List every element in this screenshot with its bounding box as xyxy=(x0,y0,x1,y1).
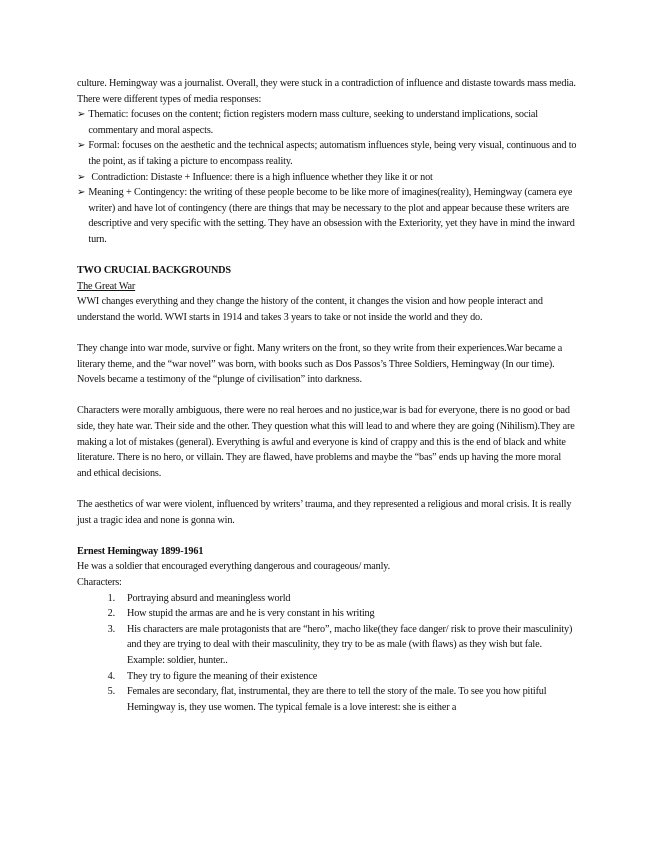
paragraph: The aesthetics of war were violent, influenced by writers’ trauma, and they represented a religious and moral crisis. It is really just a tragic idea and none is gonna win. xyxy=(77,499,572,526)
bullet-item xyxy=(77,170,577,186)
document-page xyxy=(77,76,577,715)
author-heading: Ernest Hemingway 1899-1961 xyxy=(77,545,204,557)
list-number: 1. xyxy=(107,592,115,604)
list-item xyxy=(77,669,577,685)
paragraph: He was a soldier that encouraged everything dangerous and courageous/ manly. xyxy=(77,561,390,573)
list-number: 2. xyxy=(107,608,115,620)
spacer xyxy=(77,326,577,342)
bullet-text: Formal: focuses on the aesthetic and the technical aspects; automatism influences style, being very visual, continuous and to the point, as if taking a picture to encompass reality. xyxy=(88,140,577,167)
list-text: His characters are male protagonists that are “hero”, macho like(they face danger/ risk to prove their masculinity) and they are trying to deal with their masculinity, they try to be as male (with flaws) as they wish but fale. Example: soldier, hunter.. xyxy=(127,623,573,666)
spacer xyxy=(77,388,577,404)
arrow-bullet-icon: ➢ xyxy=(77,109,86,121)
list-number: 4. xyxy=(107,670,115,682)
list-text: Portraying absurd and meaningless world xyxy=(127,592,291,604)
list-item xyxy=(77,606,577,622)
bullet-text: Contradiction: Distaste + Influence: there is a high influence whether they like it or not xyxy=(91,171,433,183)
list-item xyxy=(77,591,577,607)
spacer xyxy=(77,528,577,544)
bullet-text: Thematic: focuses on the content; fiction registers modern mass culture, seeking to understand implications, social commentary and moral aspects. xyxy=(88,109,538,136)
list-item xyxy=(77,622,577,669)
list-text: They try to figure the meaning of their existence xyxy=(127,670,318,682)
bullet-item xyxy=(77,138,577,169)
spacer xyxy=(77,248,577,264)
characters-list xyxy=(77,591,577,716)
spacer xyxy=(77,481,577,497)
paragraph: WWI changes everything and they change the history of the content, it changes the vision and how people interact and understand the world. WWI starts in 1914 and takes 3 years to take or not inside the world and they do. xyxy=(77,296,543,323)
characters-label: Characters: xyxy=(77,577,122,588)
bullet-item xyxy=(77,107,577,138)
section-heading: TWO CRUCIAL BACKGROUNDS xyxy=(77,265,231,277)
list-text: Females are secondary, flat, instrumental, they are there to tell the story of the male. To see you how pitiful Hemingway is, they use women. The typical female is a love interest: she is either a xyxy=(127,686,547,713)
arrow-bullet-icon: ➢ xyxy=(77,171,86,183)
list-number: 5. xyxy=(107,686,115,698)
list-text: How stupid the armas are and he is very constant in his writing xyxy=(127,608,375,620)
arrow-bullet-icon: ➢ xyxy=(77,140,86,152)
paragraph: Characters were morally ambiguous, there were no real heroes and no justice,war is bad for everyone, there is no good or bad side, they hate war. Their side and the other. They question what this will lead to and where they are going (Nihilism).They are making a lot of mistakes (general). Everything is awful and everyone is kind of crappy and this is the end of black and white literature. There is no hero, or villain. They are flawed, have problems and maybe the “bas” ends up having the more moral and ethical decisions. xyxy=(77,405,575,479)
bullet-text: Meaning + Contingency: the writing of these people become to be like more of imagines(reality), Hemingway (camera eye writer) and have lot of contingency (there are things that may be necessary to the plot and appear because these writers are descriptive and very specific with the setting. They have an obsession with the Exteriority, yet they have in mind the inward turn. xyxy=(88,187,575,245)
arrow-bullet-icon: ➢ xyxy=(77,187,86,199)
paragraph: They change into war mode, survive or fight. Many writers on the front, so they write from their experiences.War became a literary theme, and the “war novel” was born, with books such as Dos Passos’s Three Soldiers, Hemingway (In our time). Novels became a testimony of the “plunge of civilisation” into darkness. xyxy=(77,343,563,386)
bullet-item xyxy=(77,185,577,247)
list-item xyxy=(77,684,577,715)
intro-paragraph: culture. Hemingway was a journalist. Overall, they were stuck in a contradiction of influence and distaste towards mass media. There were different types of media responses: xyxy=(77,78,576,105)
section-subheading: The Great War xyxy=(77,280,136,292)
list-number: 3. xyxy=(107,623,115,635)
